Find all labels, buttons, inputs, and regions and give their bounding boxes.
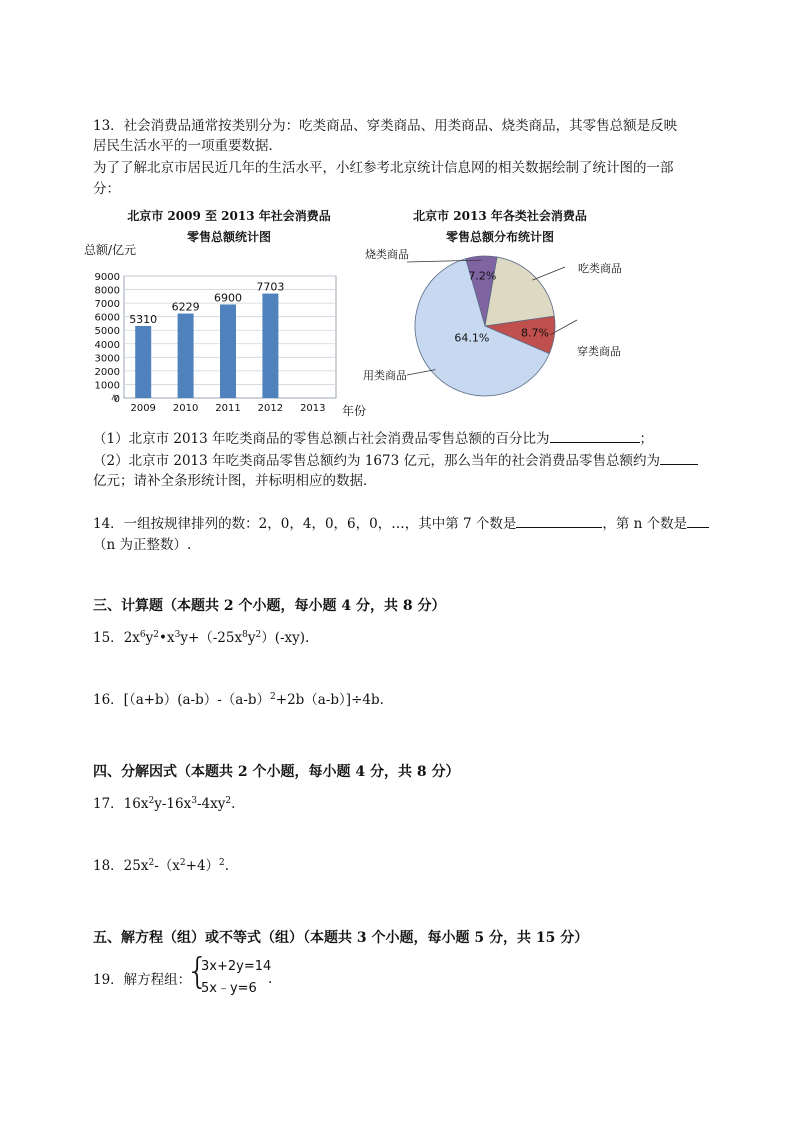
pie-percent-label: 64.1% (454, 331, 490, 345)
pie-leader-line (407, 370, 435, 375)
q15-num: 15． (93, 630, 124, 646)
q15 (93, 628, 309, 648)
pie-category-label: 穿类商品 (577, 345, 621, 358)
q15-s1: 6 (139, 630, 146, 640)
q13-line4: 分： (93, 181, 120, 197)
q18-t3: +4） (185, 858, 220, 874)
q13-line2: 居民生活水平的一项重要数据． (93, 138, 282, 154)
pie-leader-line (532, 267, 565, 280)
bar-value-label: 7703 (256, 280, 285, 294)
q13-sub2-text: （2）北京市 2013 年吃类商品零售总额约为 1673 亿元，那么当年的社会消费品零售总额约为 (93, 453, 660, 469)
q17-t3: -4xy (196, 796, 226, 812)
bar-2009 (135, 326, 151, 398)
section-5-title: 五、解方程（组）或不等式（组）（本题共 3 个小题，每小题 5 分，共 15 分） (93, 930, 589, 946)
q19-eq1: 3x+2y=14 (201, 959, 272, 974)
bar-2011 (220, 304, 236, 398)
q15-s3: 3 (174, 630, 181, 640)
q18-s1: 2 (148, 858, 155, 868)
answer-blank-3[interactable] (516, 513, 602, 528)
q15-t2: y (145, 630, 154, 646)
q14-prefix: 14．一组按规律排列的数：2，0，4，0，6，0，…，其中第 7 个数是 (93, 516, 517, 532)
pie-category-label: 烧类商品 (365, 248, 409, 261)
q15-t4: y+（-25x (180, 630, 243, 646)
q13-sub2 (93, 450, 698, 471)
q18-t1: 18．25x (93, 858, 149, 874)
equation-brace: { (186, 951, 209, 992)
q15-t5: y (247, 630, 256, 646)
bar-ytick-label: 3000 (94, 353, 120, 365)
bar-ytick-label: 5000 (94, 326, 120, 338)
bar-ytick-label: 2000 (94, 366, 120, 378)
q15-s4: 8 (242, 630, 248, 640)
q15-t3: •x (159, 630, 175, 646)
bar-xtick-label: 2013 (300, 403, 326, 414)
bar-xtick-label: 2012 (257, 403, 284, 414)
pie-chart (355, 240, 655, 400)
answer-blank-1[interactable] (550, 428, 640, 443)
q15-t1: 2x (123, 630, 140, 646)
q17-t1: 17．16x (93, 796, 149, 812)
bar-ytick-label: 0 (113, 394, 120, 405)
pie-slice-1 (485, 257, 554, 326)
bar-chart-title-2: 零售总额统计图 (186, 230, 271, 244)
q17-s3: 2 (225, 796, 232, 806)
bar-value-label: 6229 (171, 300, 200, 314)
q14-line2: （n 为正整数）. (93, 537, 192, 553)
bar-2012 (262, 294, 278, 398)
bar-xtick-label: 2011 (215, 403, 241, 414)
bar-ylabel: 总额/亿元 (84, 243, 137, 257)
bar-value-label: 6900 (214, 291, 242, 305)
bar-ytick-label: 6000 (94, 312, 120, 324)
q18-t4: . (224, 858, 230, 874)
pie-percent-label: 8.7% (520, 326, 549, 340)
q14-middle: ，第 n 个数是 (602, 516, 688, 532)
bar-ytick-label: 4000 (94, 339, 120, 351)
q13-line3: 为了了解北京市居民近几年的生活水平，小红参考北京统计信息网的相关数据绘制了统计图的一部 (93, 160, 674, 176)
q17-s2: 3 (191, 796, 197, 806)
q16-s1: 2 (270, 692, 276, 702)
bar-chart-title-1: 北京市 2009 至 2013 年社会消费品 (127, 209, 331, 223)
bar-ytick-label: 7000 (94, 299, 120, 311)
q16 (93, 690, 384, 710)
pie-chart-title-2: 零售总额分布统计图 (445, 230, 554, 244)
q15-s2: 2 (153, 630, 159, 640)
bar-chart (80, 240, 380, 420)
q18 (93, 856, 229, 876)
section-3-title: 三、计算题（本题共 2 个小题，每小题 4 分，共 8 分） (93, 598, 446, 614)
q16-t1: 16．[（a+b）(a-b）-（a-b） (93, 692, 271, 708)
q13-sub1-text: （1）北京市 2013 年吃类商品的零售总额占社会消费品零售总额的百分比为 (93, 431, 550, 447)
bar-xtick-label: 2010 (172, 403, 199, 414)
q15-s5: 2 (255, 630, 262, 640)
pie-percent-label: 7.2% (468, 269, 497, 283)
q17 (93, 794, 235, 814)
pie-chart-title-1: 北京市 2013 年各类社会消费品 (413, 209, 587, 223)
section-4-title: 四、分解因式（本题共 2 个小题，每小题 4 分，共 8 分） (93, 764, 460, 780)
q13-sub2-line2: 亿元；请补全条形统计图，并标明相应的数据． (93, 473, 377, 489)
q16-t2: +2b（a-b）]÷4b. (275, 692, 384, 708)
q18-s2: 2 (179, 858, 186, 868)
bar-2010 (178, 314, 194, 398)
answer-blank-2[interactable] (660, 450, 698, 465)
q19-suffix: . (268, 971, 273, 987)
q14-line1 (93, 513, 709, 534)
q19-prefix: 19．解方程组： (93, 972, 192, 988)
q17-s1: 2 (148, 796, 155, 806)
q18-s3: 2 (219, 858, 225, 868)
bar-value-label: 5310 (129, 313, 158, 327)
pie-category-label: 吃类商品 (578, 262, 622, 275)
pie-category-label: 用类商品 (363, 369, 407, 382)
q17-t2: y-16x (154, 796, 192, 812)
q15-t6: ）(-xy). (261, 630, 310, 646)
bar-xlabel: 年份 (342, 404, 367, 418)
answer-blank-4[interactable] (687, 513, 709, 528)
q13-sub1 (93, 428, 653, 449)
q18-t2: -（x (154, 858, 180, 874)
q19-eq2: 5x﹣y=6 (201, 981, 257, 996)
bar-ytick-label: 9000 (94, 272, 120, 283)
bar-ytick-label: 1000 (94, 380, 120, 392)
q13-sub1-suffix: ； (639, 431, 654, 447)
q17-t4: . (231, 796, 236, 812)
q13-line1: 13．社会消费品通常按类别分为：吃类商品、穿类商品、用类商品、烧类商品，其零售总额是反映 (93, 118, 678, 134)
bar-xtick-label: 2009 (130, 403, 156, 414)
bar-ytick-label: 8000 (94, 285, 120, 297)
